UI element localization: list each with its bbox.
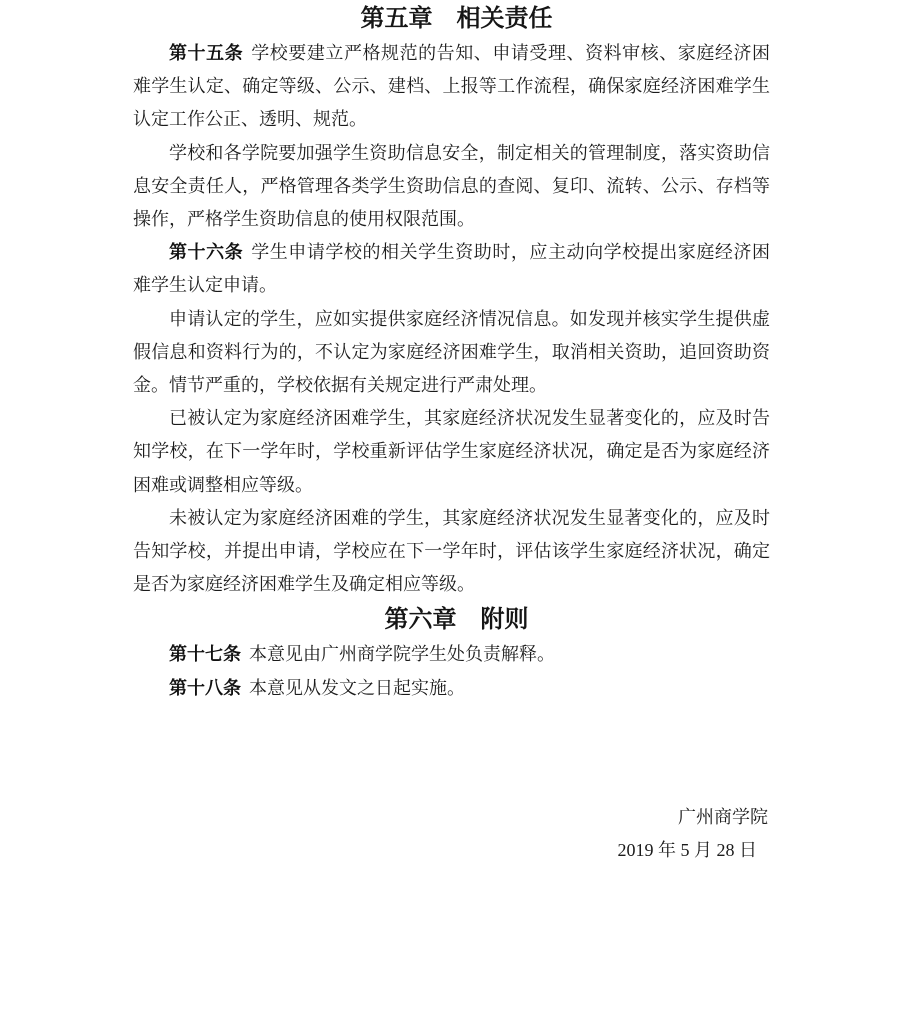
chapter6-heading: 第六章 附则 bbox=[384, 606, 529, 634]
paragraph bbox=[133, 502, 770, 602]
paragraph bbox=[133, 672, 770, 705]
paragraph bbox=[133, 137, 770, 237]
chapter5-heading: 第五章 相关责任 bbox=[360, 5, 553, 32]
paragraph bbox=[133, 303, 770, 403]
clause-number: 第十七条 bbox=[169, 644, 241, 665]
paragraph bbox=[133, 37, 770, 137]
paragraph-text: 已被认定为家庭经济困难学生，其家庭经济状况发生显著变化的，应及时告知学校，在下一学年时，学校重新评估学生家庭经济状况，确定是否为家庭经济困难或调整相应等级。 bbox=[133, 408, 770, 495]
signature-block bbox=[133, 801, 770, 867]
clause-number: 第十五条 bbox=[169, 43, 244, 63]
clause-number: 第十六条 bbox=[169, 242, 244, 263]
paragraph-text: 学校和各学院要加强学生资助信息安全，制定相关的管理制度，落实资助信息安全责任人，严格管理各类学生资助信息的查阅、复印、流转、公示、存档等操作，严格学生资助信息的使用权限范围。 bbox=[133, 142, 770, 230]
document-content bbox=[133, 0, 770, 867]
paragraph-text: 学生申请学校的相关学生资助时，应主动向学校提出家庭经济困难学生认定申请。 bbox=[133, 242, 771, 296]
paragraph bbox=[133, 638, 770, 671]
signature-date: 2019 年 5 月 28 日 bbox=[617, 840, 757, 861]
signature-organization: 广州商学院 bbox=[678, 806, 768, 827]
paragraph-text: 本意见从发文之日起实施。 bbox=[249, 677, 465, 698]
paragraph-text: 本意见由广州商学院学生处负责解释。 bbox=[249, 644, 555, 665]
paragraph-text: 未被认定为家庭经济困难的学生，其家庭经济状况发生显著变化的，应及时告知学校，并提出申请，学校应在下一学年时，评估该学生家庭经济状况，确定是否为家庭经济困难学生及确定相应等级。 bbox=[133, 507, 770, 595]
paragraph-text: 申请认定的学生，应如实提供家庭经济情况信息。如发现并核实学生提供虚假信息和资料行为的，不认定为家庭经济困难学生，取消相关资助，追回资助资金。情节严重的，学校依据有关规定进行严肃处理。 bbox=[133, 308, 770, 396]
clause-number: 第十八条 bbox=[169, 677, 241, 698]
paragraph bbox=[133, 236, 770, 302]
paragraph-text: 学校要建立严格规范的告知、申请受理、资料审核、家庭经济困难学生认定、确定等级、公示、建档、上报等工作流程，确保家庭经济困难学生认定工作公正、透明、规范。 bbox=[133, 43, 771, 130]
paragraph bbox=[133, 402, 770, 502]
